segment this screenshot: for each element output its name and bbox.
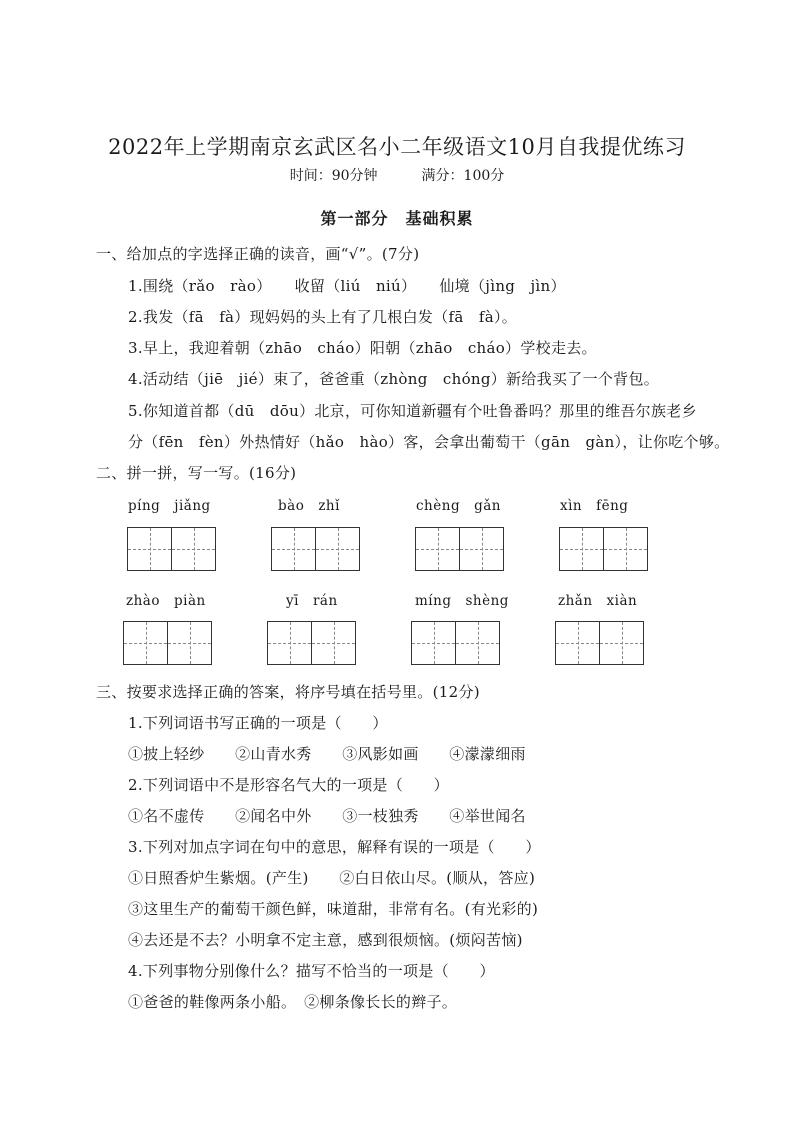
- q3-options-3b: ③这里生产的葡萄干颜色鲜，味道甜，非常有名。(有光彩的): [128, 900, 539, 918]
- pinyin-label: yī rán: [286, 593, 338, 609]
- writing-grid[interactable]: [127, 527, 216, 571]
- exam-info: [0, 165, 794, 185]
- writing-grid[interactable]: [555, 621, 644, 665]
- writing-grid[interactable]: [271, 527, 360, 571]
- q3-question-3: 3.下列对加点字词在句中的意思，解释有误的一项是（ ）: [128, 838, 541, 856]
- q3-question-1: 1.下列词语书写正确的一项是（ ）: [128, 714, 388, 732]
- writing-grid[interactable]: [267, 621, 356, 665]
- q3-question-4: 4.下列事物分别像什么？描写不恰当的一项是（ ）: [128, 962, 495, 980]
- q1-heading: 一、给加点的字选择正确的读音，画“√”。(7分): [96, 245, 420, 263]
- pinyin-label: bào zhǐ: [278, 498, 340, 514]
- q1-item-1: 1.围绕（rǎo rào） 收留（liú niú） 仙境（jìng jìn）: [128, 277, 566, 295]
- part-one-title: 第一部分 基础积累: [320, 209, 474, 228]
- q3-heading: 三、按要求选择正确的答案，将序号填在括号里。(12分): [96, 683, 480, 701]
- writing-grid[interactable]: [415, 527, 504, 571]
- pinyin-label: chèng gǎn: [416, 498, 501, 514]
- q3-options-3c: ④去还是不去？小明拿不定主意，感到很烦恼。(烦闷苦恼): [128, 931, 523, 949]
- page-title: 2022年上学期南京玄武区名小二年级语文10月自我提优练习: [108, 135, 686, 159]
- q1-item-5-cont: 分（fēn fèn）外热情好（hǎo hào）客，会拿出葡萄干（gān gàn），让你吃个够。: [128, 433, 730, 451]
- q3-options-1: ①披上轻纱 ②山青水秀 ③风影如画 ④濛濛细雨: [128, 745, 526, 763]
- q3-options-4: ①爸爸的鞋像两条小船。 ②柳条像长长的辫子。: [128, 993, 458, 1011]
- pinyin-label: zhǎn xiàn: [558, 593, 638, 609]
- q1-item-3: 3.早上，我迎着朝（zhāo cháo）阳朝（zhāo cháo）学校走去。: [128, 339, 597, 357]
- writing-grid[interactable]: [123, 621, 212, 665]
- time-limit: 时间：90分钟: [289, 168, 378, 184]
- q1-item-2: 2.我发（fā fà）现妈妈的头上有了几根白发（fā fà）。: [128, 308, 518, 326]
- q3-question-2: 2.下列词语中不是形容名气大的一项是（ ）: [128, 776, 449, 794]
- q1-item-4: 4.活动结（jiē jié）束了，爸爸重（zhòng chóng）新给我买了一个背包。: [128, 370, 660, 388]
- pinyin-label: píng jiǎng: [128, 498, 211, 514]
- pinyin-label: zhào piàn: [126, 593, 206, 609]
- pinyin-label: míng shèng: [415, 593, 509, 609]
- q1-item-5: 5.你知道首都（dū dōu）北京，可你知道新疆有个吐鲁番吗？那里的维吾尔族老乡: [128, 402, 697, 420]
- writing-grid[interactable]: [559, 527, 648, 571]
- pinyin-label: xìn fēng: [560, 498, 629, 514]
- full-score: 满分：100分: [421, 168, 505, 184]
- q3-options-2: ①名不虚传 ②闻名中外 ③一枝独秀 ④举世闻名: [128, 807, 526, 825]
- q2-heading: 二、拼一拼，写一写。(16分): [96, 464, 297, 482]
- q3-options-3a: ①日照香炉生紫烟。(产生) ②白日依山尽。(顺从，答应): [128, 869, 536, 887]
- writing-grid[interactable]: [411, 621, 500, 665]
